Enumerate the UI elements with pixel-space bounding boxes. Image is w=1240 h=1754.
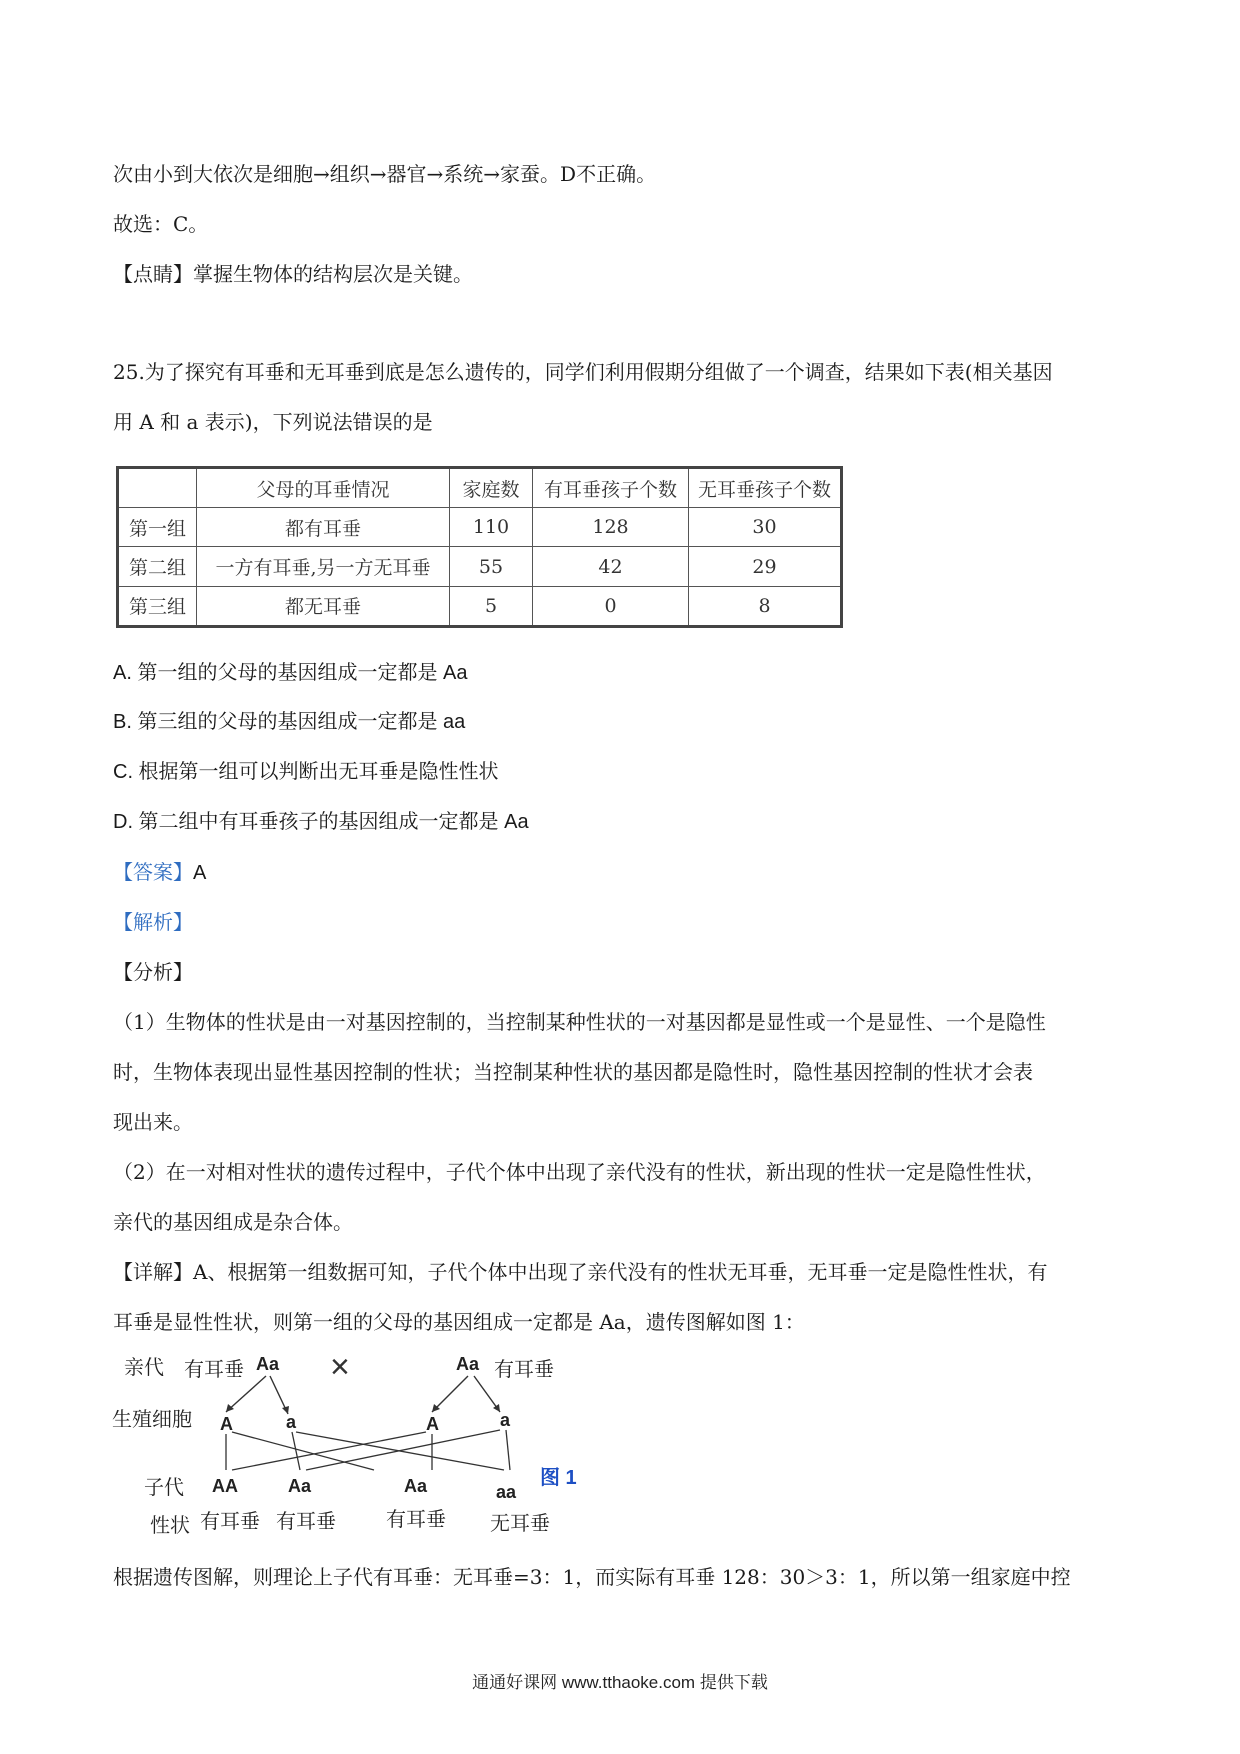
table-cell: 0 bbox=[533, 586, 689, 626]
offspring-3: Aa bbox=[404, 1476, 428, 1496]
gamete-2: a bbox=[286, 1412, 297, 1432]
analysis-p2-line-2: 亲代的基因组成是杂合体。 bbox=[113, 1210, 353, 1234]
table-cell: 42 bbox=[533, 547, 689, 586]
table-cell: 110 bbox=[450, 508, 533, 547]
table-row bbox=[118, 586, 842, 626]
question-line-1: 25.为了探究有耳垂和无耳垂到底是怎么遗传的，同学们利用假期分组做了一个调查，结果如下表(相关基因 bbox=[113, 360, 1053, 384]
table-cell: 第三组 bbox=[118, 586, 197, 626]
offspring-4: aa bbox=[496, 1482, 517, 1502]
table-cell: 都有耳垂 bbox=[197, 508, 450, 547]
option-c: C. 根据第一组可以判断出无耳垂是隐性性状 bbox=[113, 761, 499, 783]
table-cell: 第一组 bbox=[118, 508, 197, 547]
option-a: A. 第一组的父母的基因组成一定都是 Aa bbox=[113, 662, 468, 684]
prev-line-3: 【点睛】掌握生物体的结构层次是关键。 bbox=[113, 262, 473, 286]
parent-left-gene: Aa bbox=[256, 1354, 280, 1374]
parent-right-gene: Aa bbox=[456, 1354, 480, 1374]
analysis-p1-line-3: 现出来。 bbox=[113, 1110, 193, 1134]
conclusion-line: 根据遗传图解，则理论上子代有耳垂：无耳垂=3：1，而实际有耳垂 128：30＞3：1，所以第一组家庭中控 bbox=[113, 1565, 1071, 1589]
survey-table bbox=[116, 466, 843, 628]
table-cell: 第二组 bbox=[118, 547, 197, 586]
table-header-cell bbox=[118, 468, 197, 508]
analysis-p1-line-2: 时，生物体表现出显性基因控制的性状；当控制某种性状的基因都是隐性时，隐性基因控制的性状才会表 bbox=[113, 1060, 1033, 1084]
table-header-row bbox=[118, 468, 842, 508]
table-row bbox=[118, 508, 842, 547]
option-d: D. 第二组中有耳垂孩子的基因组成一定都是 Aa bbox=[113, 811, 529, 833]
gamete-label: 生殖细胞 bbox=[112, 1409, 192, 1431]
table-header-cell: 父母的耳垂情况 bbox=[197, 468, 450, 508]
trait-3: 有耳垂 bbox=[386, 1509, 446, 1531]
question-line-2: 用 A 和 a 表示)，下列说法错误的是 bbox=[113, 410, 433, 434]
trait-1: 有耳垂 bbox=[200, 1511, 260, 1533]
trait-label: 性状 bbox=[150, 1515, 190, 1537]
answer-line bbox=[113, 860, 1143, 885]
detail-line-2: 耳垂是显性性状，则第一组的父母的基因组成一定都是 Aa，遗传图解如图 1： bbox=[113, 1310, 805, 1334]
table-cell: 55 bbox=[450, 547, 533, 586]
table-row bbox=[118, 547, 842, 586]
footer: 通通好课网 www.tthaoke.com 提供下载 bbox=[472, 1673, 768, 1692]
offspring-1: AA bbox=[212, 1476, 238, 1496]
table-cell: 5 bbox=[450, 586, 533, 626]
parent-label: 亲代 bbox=[124, 1357, 164, 1379]
cross-symbol: × bbox=[330, 1348, 350, 1386]
answer-value: A bbox=[193, 862, 207, 884]
analysis-label: 【解析】 bbox=[113, 910, 193, 934]
table-header-cell: 无耳垂孩子个数 bbox=[689, 468, 842, 508]
gamete-offspring-lines bbox=[226, 1430, 510, 1470]
figure-label: 图 1 bbox=[540, 1467, 577, 1489]
offspring-label: 子代 bbox=[144, 1477, 184, 1499]
fenxi-label: 【分析】 bbox=[113, 960, 193, 984]
table-cell: 一方有耳垂,另一方无耳垂 bbox=[197, 547, 450, 586]
prev-line-1: 次由小到大依次是细胞→组织→器官→系统→家蚕。D不正确。 bbox=[113, 162, 657, 186]
table-cell: 29 bbox=[689, 547, 842, 586]
trait-4: 无耳垂 bbox=[490, 1513, 550, 1535]
analysis-p2-line-1: （2）在一对相对性状的遗传过程中，子代个体中出现了亲代没有的性状，新出现的性状一定是隐性性状， bbox=[113, 1160, 1046, 1184]
offspring-2: Aa bbox=[288, 1476, 312, 1496]
trait-2: 有耳垂 bbox=[276, 1511, 336, 1533]
prev-line-2: 故选：C。 bbox=[113, 212, 209, 236]
answer-label: 【答案】 bbox=[113, 860, 193, 884]
gamete-1: A bbox=[220, 1414, 233, 1434]
parent-right-trait: 有耳垂 bbox=[494, 1359, 554, 1381]
parent-left-trait: 有耳垂 bbox=[184, 1359, 244, 1381]
analysis-p1-line-1: （1）生物体的性状是由一对基因控制的，当控制某种性状的一对基因都是显性或一个是显性、一个是隐性 bbox=[113, 1010, 1046, 1034]
option-b: B. 第三组的父母的基因组成一定都是 aa bbox=[113, 711, 466, 733]
gamete-3: A bbox=[426, 1414, 439, 1434]
table-cell: 8 bbox=[689, 586, 842, 626]
table-cell: 30 bbox=[689, 508, 842, 547]
gamete-4: a bbox=[500, 1410, 511, 1430]
parent-gamete-lines bbox=[226, 1376, 500, 1414]
table-header-cell: 家庭数 bbox=[450, 468, 533, 508]
detail-line-1: 【详解】A、根据第一组数据可知，子代个体中出现了亲代没有的性状无耳垂，无耳垂一定是隐性性状，有 bbox=[113, 1260, 1048, 1284]
table-cell: 都无耳垂 bbox=[197, 586, 450, 626]
inheritance-diagram bbox=[108, 1342, 638, 1540]
table-header-cell: 有耳垂孩子个数 bbox=[533, 468, 689, 508]
arrowheads bbox=[226, 1404, 500, 1414]
table-cell: 128 bbox=[533, 508, 689, 547]
